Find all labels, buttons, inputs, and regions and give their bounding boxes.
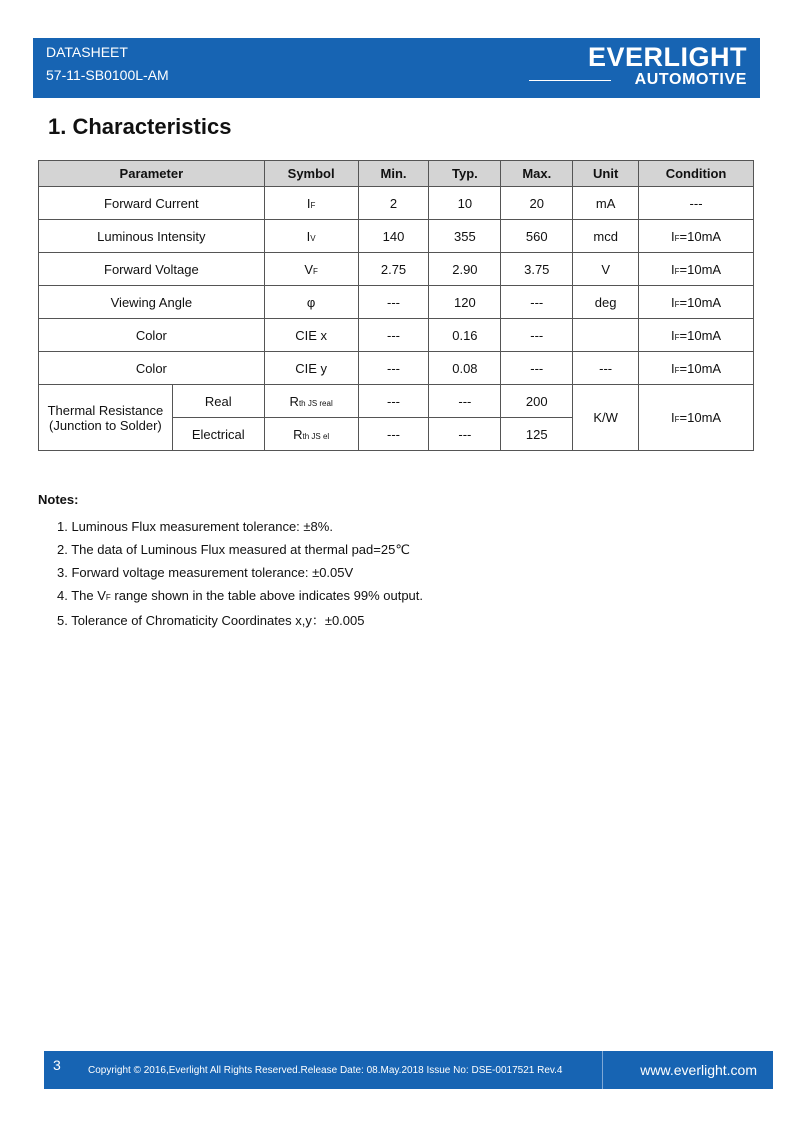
symbol-main: CIE y <box>295 360 328 376</box>
min-cell: 2.75 <box>358 253 429 286</box>
max-cell: --- <box>501 352 573 385</box>
cond-main: I <box>671 410 675 425</box>
table-row-thermal-real <box>39 385 754 418</box>
symbol-main: R <box>289 393 299 409</box>
typ-cell: 0.16 <box>429 319 501 352</box>
min-cell: --- <box>358 352 429 385</box>
condition-cell <box>639 319 754 352</box>
min-cell: --- <box>358 319 429 352</box>
notes-list <box>57 515 423 632</box>
typ-cell: 355 <box>429 220 501 253</box>
cond-sub: F <box>674 415 680 424</box>
header-band <box>33 38 760 98</box>
max-cell: 200 <box>501 385 573 418</box>
everlight-logo <box>529 43 749 93</box>
thermal-param-cell <box>39 385 173 451</box>
logo-line <box>529 80 611 81</box>
col-header-max: Max. <box>501 161 573 187</box>
sub-param-cell: Electrical <box>172 418 264 451</box>
section-title: 1. Characteristics <box>48 114 232 139</box>
logo-sub: AUTOMOTIVE <box>634 71 747 88</box>
symbol-sub: th JS el <box>302 431 330 441</box>
symbol-cell <box>264 385 358 418</box>
footer-band <box>44 1051 773 1089</box>
symbol-sub: F <box>310 200 316 210</box>
param-cell: Viewing Angle <box>39 286 265 319</box>
doc-type: DATASHEET <box>46 44 128 60</box>
note-item: 5. Tolerance of Chromaticity Coordinates x,y：±0.005 <box>57 613 365 628</box>
min-cell: --- <box>358 286 429 319</box>
condition-cell <box>639 220 754 253</box>
copyright-text: Copyright © 2016,Everlight All Rights Reserved.Release Date: 08.May.2018 Issue No: DSE-0017521 Rev.4 <box>88 1065 563 1076</box>
unit-cell: K/W <box>573 385 639 451</box>
cond-main: I <box>671 261 675 277</box>
cond-sub: F <box>674 332 680 342</box>
cond-rest: =10mA <box>679 228 722 244</box>
cond-sub: F <box>674 299 680 309</box>
cond-rest: =10mA <box>679 410 722 425</box>
table-row <box>39 253 754 286</box>
unit-cell: V <box>573 253 639 286</box>
max-cell: 560 <box>501 220 573 253</box>
typ-cell: 0.08 <box>429 352 501 385</box>
max-cell: 125 <box>501 418 573 451</box>
cond-rest: =10mA <box>679 327 722 343</box>
symbol-sub: th JS real <box>298 398 333 408</box>
condition-cell <box>639 352 754 385</box>
thermal-param-line2: (Junction to Solder) <box>49 417 162 433</box>
symbol-sub: F <box>313 266 318 276</box>
symbol-sub: V <box>310 233 316 243</box>
cond-main: I <box>671 327 675 343</box>
unit-cell: --- <box>573 352 639 385</box>
typ-cell: 120 <box>429 286 501 319</box>
sub-param-cell: Real <box>172 385 264 418</box>
symbol-main: φ <box>306 294 316 310</box>
symbol-cell <box>264 286 358 319</box>
param-cell: Color <box>39 319 265 352</box>
unit-cell <box>573 319 639 352</box>
note-sub: F <box>105 593 111 602</box>
logo-brand: EVERLIGHT <box>587 42 747 72</box>
note-item <box>57 584 423 609</box>
col-header-parameter: Parameter <box>39 161 265 187</box>
param-cell: Luminous Intensity <box>39 220 265 253</box>
col-header-unit: Unit <box>573 161 639 187</box>
cond-main: I <box>671 360 675 376</box>
typ-cell: --- <box>429 418 501 451</box>
note-pre: 4. The V <box>57 588 106 603</box>
table-row <box>39 187 754 220</box>
symbol-main: R <box>293 426 303 442</box>
max-cell: 20 <box>501 187 573 220</box>
min-cell: --- <box>358 385 429 418</box>
min-cell: 140 <box>358 220 429 253</box>
symbol-main: I <box>306 228 311 244</box>
condition-cell <box>639 385 754 451</box>
cond-sub: F <box>674 365 680 375</box>
note-item: 3. Forward voltage measurement tolerance: ±0.05V <box>57 565 354 580</box>
page-number: 3 <box>53 1057 61 1073</box>
max-cell: 3.75 <box>501 253 573 286</box>
notes-title: Notes: <box>38 492 79 507</box>
symbol-main: CIE x <box>295 327 328 343</box>
cond-sub: F <box>674 233 680 243</box>
max-cell: --- <box>501 319 573 352</box>
param-cell: Forward Current <box>39 187 265 220</box>
doc-id: 57-11-SB0100L-AM <box>46 67 169 83</box>
symbol-cell <box>264 418 358 451</box>
symbol-cell <box>264 187 358 220</box>
cond-main: I <box>671 228 675 244</box>
max-cell: --- <box>501 286 573 319</box>
footer-divider <box>602 1051 603 1089</box>
col-header-typ: Typ. <box>429 161 501 187</box>
symbol-cell <box>264 253 358 286</box>
cond-rest: =10mA <box>679 360 722 376</box>
thermal-param-line1: Thermal Resistance <box>47 402 164 418</box>
symbol-cell <box>264 319 358 352</box>
table-row <box>39 352 754 385</box>
min-cell: --- <box>358 418 429 451</box>
note-item: 2. The data of Luminous Flux measured at thermal pad=25℃ <box>57 542 410 557</box>
col-header-symbol: Symbol <box>264 161 358 187</box>
col-header-condition: Condition <box>639 161 754 187</box>
note-post: range shown in the table above indicates 99% output. <box>110 588 424 603</box>
condition-cell: --- <box>639 187 754 220</box>
note-item: 1. Luminous Flux measurement tolerance: ±8%. <box>57 519 333 534</box>
table-row <box>39 220 754 253</box>
unit-cell: mA <box>573 187 639 220</box>
cond-rest: =10mA <box>679 261 722 277</box>
table-header-row <box>39 161 754 187</box>
unit-cell: deg <box>573 286 639 319</box>
condition-cell <box>639 286 754 319</box>
website-link[interactable]: www.everlight.com <box>640 1062 757 1078</box>
param-cell: Forward Voltage <box>39 253 265 286</box>
symbol-cell <box>264 352 358 385</box>
symbol-main: V <box>304 261 314 277</box>
cond-main: I <box>671 294 675 310</box>
col-header-min: Min. <box>358 161 429 187</box>
typ-cell: 2.90 <box>429 253 501 286</box>
typ-cell: --- <box>429 385 501 418</box>
symbol-cell <box>264 220 358 253</box>
typ-cell: 10 <box>429 187 501 220</box>
table-row <box>39 319 754 352</box>
table-row <box>39 286 754 319</box>
param-cell: Color <box>39 352 265 385</box>
condition-cell <box>639 253 754 286</box>
characteristics-table <box>38 160 754 451</box>
cond-sub: F <box>674 266 680 276</box>
min-cell: 2 <box>358 187 429 220</box>
cond-rest: =10mA <box>679 294 722 310</box>
unit-cell: mcd <box>573 220 639 253</box>
symbol-main: I <box>306 195 311 211</box>
